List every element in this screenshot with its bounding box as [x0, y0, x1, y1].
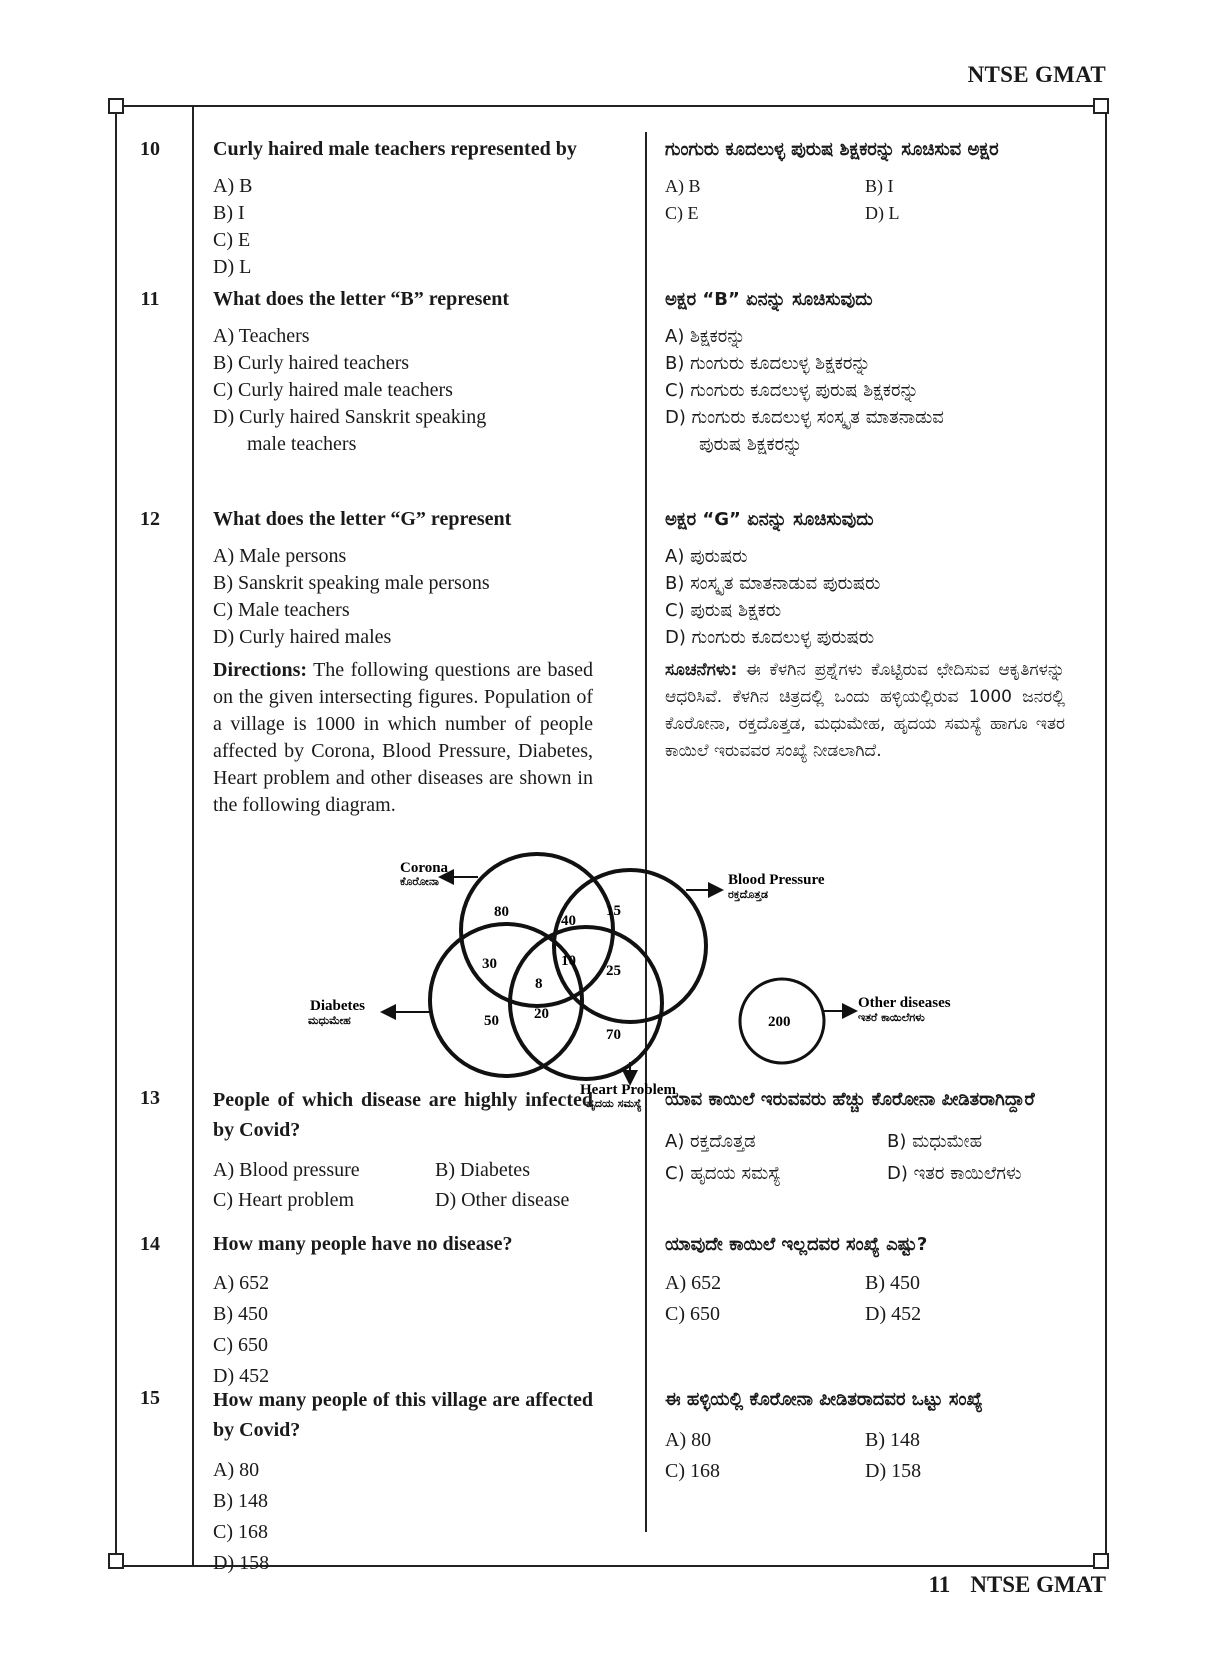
option-b: B) ಮಧುಮೇಹ [887, 1131, 983, 1152]
question-text: How many people have no disease? [213, 1233, 513, 1255]
other-diseases-label-kn: ಇತರೆ ಕಾಯಿಲೆಗಳು [858, 1011, 925, 1024]
region-other: 200 [768, 1014, 791, 1030]
option-a: A) ಶಿಕ್ಷಕರನ್ನು [665, 326, 746, 347]
question-13-english [213, 1085, 593, 1215]
option-d: D) L [865, 203, 900, 223]
option-b: B) Diabetes [435, 1159, 530, 1181]
directions-english [213, 657, 593, 819]
heart-problem-label: Heart Problem [580, 1082, 676, 1098]
option-d: D) 452 [865, 1303, 922, 1325]
question-12-english [213, 506, 593, 819]
region-corona-diabetes: 30 [482, 956, 497, 972]
directions-kannada [665, 657, 1065, 765]
directions-text: The following questions are based on the given intersecting figures. Population of a village is 1000 in which number of people affected by Corona, Blood Pressure, Diabetes, Heart problem and other diseases are shown in the following diagram. [213, 659, 593, 816]
venn-diagram [290, 850, 980, 1120]
region-bp-only: 15 [606, 903, 621, 919]
option-c: C) Curly haired male teachers [213, 379, 453, 401]
directions-label: ಸೂಚನೆಗಳು: [665, 660, 738, 680]
directions-text: ಈ ಕೆಳಗಿನ ಪ್ರಶ್ನೆಗಳು ಕೊಟ್ಟಿರುವ ಛೇದಿಸುವ ಆಕೃತಿಗಳನ್ನು ಆಧರಿಸಿವೆ. ಕೆಳಗಿನ ಚಿತ್ರದಲ್ಲಿ ಒಂದು ಹಳ್ಳಿಯಲ್ಲಿರುವ 1000 ಜನರಲ್ಲಿ ಕೊರೋನಾ, ರಕ್ತದೊತ್ತಡ, ಮಧುಮೇಹ, ಹೃದಯ ಸಮಸ್ಯೆ ಹಾಗೂ ಇತರ ಕಾಯಿಲೆ ಇರುವವರ ಸಂಖ್ಯೆ ನೀಡಲಾಗಿದೆ. [665, 660, 1065, 761]
option-d: D) Curly haired Sanskrit speaking [213, 406, 487, 428]
option-c: C) Male teachers [213, 599, 350, 621]
region-corona-bp: 40 [561, 913, 576, 929]
corona-label-kn: ಕೊರೋನಾ [400, 875, 439, 888]
option-b: B) 450 [865, 1272, 920, 1294]
option-a: A) ರಕ್ತದೊತ್ತಡ [665, 1131, 756, 1152]
blood-pressure-label-kn: ರಕ್ತದೊತ್ತಡ [728, 888, 769, 901]
question-text: How many people of this village are affected by Covid? [213, 1389, 593, 1441]
frame-corner-ornament [1093, 1553, 1109, 1569]
option-c: C) 168 [213, 1521, 268, 1543]
question-14-english [213, 1231, 593, 1392]
frame-corner-ornament [1093, 98, 1109, 114]
option-d-continued: male teachers [247, 433, 357, 455]
option-c: C) ಹೃದಯ ಸಮಸ್ಯೆ [665, 1163, 781, 1184]
question-number: 12 [140, 508, 160, 530]
option-d: D) ಗುಂಗುರು ಕೂದಲುಳ್ಳ ಪುರುಷರು [665, 627, 875, 648]
option-a: A) Teachers [213, 325, 310, 347]
option-c: C) ಗುಂಗುರು ಕೂದಲುಳ್ಳ ಪುರುಷ ಶಿಕ್ಷಕರನ್ನು [665, 380, 919, 401]
question-text: What does the letter “G” represent [213, 508, 512, 530]
frame-corner-ornament [108, 98, 124, 114]
option-c: C) Heart problem [213, 1189, 355, 1211]
option-a: A) 652 [213, 1272, 270, 1294]
question-text: ಯಾವುದೇ ಕಾಯಿಲೆ ಇಲ್ಲದವರ ಸಂಖ್ಯೆ ಎಷ್ಟು? [665, 1234, 928, 1255]
option-b: B) 148 [865, 1429, 920, 1451]
question-10-english [213, 136, 593, 281]
question-12-kannada [665, 506, 1065, 765]
question-11-english [213, 286, 593, 458]
question-text: People of which disease are highly infected by Covid? [213, 1089, 593, 1141]
option-d: D) L [213, 256, 252, 278]
option-c: C) 650 [213, 1334, 268, 1356]
directions-label: Directions: [213, 659, 308, 681]
page-footer [929, 1572, 1106, 1598]
option-a: A) Blood pressure [213, 1159, 360, 1181]
question-15-english [213, 1385, 593, 1579]
page-number: 11 [928, 1572, 951, 1597]
option-a: A) 652 [665, 1272, 722, 1294]
option-c: C) E [213, 229, 251, 251]
option-b: B) ಗುಂಗುರು ಕೂದಲುಳ್ಳ ಶಿಕ್ಷಕರನ್ನು [665, 353, 871, 374]
region-all-four: 8 [535, 976, 543, 992]
option-d: D) Curly haired males [213, 626, 392, 648]
question-number: 15 [140, 1387, 160, 1409]
question-11-kannada [665, 286, 1065, 458]
option-b: B) ಸಂಸ್ಕೃತ ಮಾತನಾಡುವ ಪುರುಷರು [665, 573, 881, 594]
option-c: C) ಪುರುಷ ಶಿಕ್ಷಕರು [665, 600, 782, 621]
option-c: C) 168 [665, 1460, 720, 1482]
option-a: A) ಪುರುಷರು [665, 546, 748, 567]
option-d: D) 452 [213, 1365, 270, 1387]
option-d: D) ಗುಂಗುರು ಕೂದಲುಳ್ಳ ಸಂಸ್ಕೃತ ಮಾತನಾಡುವ [665, 407, 944, 428]
question-text: Curly haired male teachers represented by [213, 138, 577, 160]
diabetes-label: Diabetes [310, 998, 365, 1014]
heart-problem-circle [510, 927, 662, 1079]
question-10-kannada [665, 136, 1065, 227]
question-text: ಯಾವ ಕಾಯಿಲೆ ಇರುವವರು ಹೆಚ್ಚು ಕೊರೋನಾ ಪೀಡಿತರಾಗಿದ್ದಾರೆ [665, 1089, 1035, 1110]
question-text: ಅಕ್ಷರ “G” ಏನನ್ನು ಸೂಚಿಸುವುದು [665, 509, 874, 530]
option-a: A) 80 [213, 1459, 260, 1481]
option-a: A) 80 [665, 1429, 712, 1451]
region-diabetes-only: 50 [484, 1013, 499, 1029]
question-text: ಅಕ್ಷರ “B” ಏನನ್ನು ಸೂಚಿಸುವುದು [665, 289, 873, 310]
question-15-kannada [665, 1385, 1065, 1487]
option-a: A) B [665, 176, 701, 196]
option-b: B) 450 [213, 1303, 268, 1325]
region-heart-only: 70 [606, 1027, 621, 1043]
region-bp-heart: 25 [606, 963, 621, 979]
option-c: C) 650 [665, 1303, 720, 1325]
region-corona-only: 80 [494, 904, 509, 920]
option-b: B) 148 [213, 1490, 268, 1512]
heart-problem-label-kn: ಹೃದಯ ಸಮಸ್ಯೆ [586, 1097, 642, 1110]
footer-title: NTSE GMAT [970, 1572, 1106, 1597]
region-corona-bp-heart: 10 [561, 953, 576, 969]
option-b: B) Curly haired teachers [213, 352, 410, 374]
frame-corner-ornament [108, 1553, 124, 1569]
question-number: 11 [140, 288, 160, 310]
blood-pressure-circle [554, 870, 706, 1022]
option-d: D) ಇತರ ಕಾಯಿಲೆಗಳು [887, 1163, 1022, 1184]
option-d: D) 158 [213, 1552, 270, 1574]
page-header: NTSE GMAT [967, 62, 1106, 87]
option-b: B) I [213, 202, 245, 224]
question-text: ಗುಂಗುರು ಕೂದಲುಳ್ಳ ಪುರುಷ ಶಿಕ್ಷಕರನ್ನು ಸೂಚಿಸುವ ಅಕ್ಷರ [665, 139, 999, 160]
question-number: 14 [140, 1233, 160, 1255]
option-d: D) 158 [865, 1460, 922, 1482]
question-13-kannada [665, 1085, 1065, 1189]
other-diseases-label: Other diseases [858, 995, 951, 1011]
option-b: B) Sanskrit speaking male persons [213, 572, 490, 594]
number-column-divider [192, 105, 194, 1567]
question-text: ಈ ಹಳ್ಳಿಯಲ್ಲಿ ಕೊರೋನಾ ಪೀಡಿತರಾದವರ ಒಟ್ಟು ಸಂಖ್ಯೆ [665, 1389, 983, 1410]
question-number: 13 [140, 1087, 160, 1109]
option-c: C) E [665, 203, 699, 223]
option-d: D) Other disease [435, 1189, 570, 1211]
diabetes-label-kn: ಮಧುಮೇಹ [308, 1014, 351, 1027]
option-b: B) I [865, 176, 894, 196]
question-14-kannada [665, 1231, 1065, 1330]
blood-pressure-label: Blood Pressure [728, 872, 825, 888]
question-text: What does the letter “B” represent [213, 288, 510, 310]
option-a: A) B [213, 175, 253, 197]
option-d-continued: ಪುರುಷ ಶಿಕ್ಷಕರನ್ನು [699, 434, 803, 455]
language-column-divider [645, 132, 647, 1532]
corona-label: Corona [400, 860, 449, 876]
question-number: 10 [140, 138, 160, 160]
option-a: A) Male persons [213, 545, 347, 567]
region-diabetes-heart: 20 [534, 1006, 549, 1022]
